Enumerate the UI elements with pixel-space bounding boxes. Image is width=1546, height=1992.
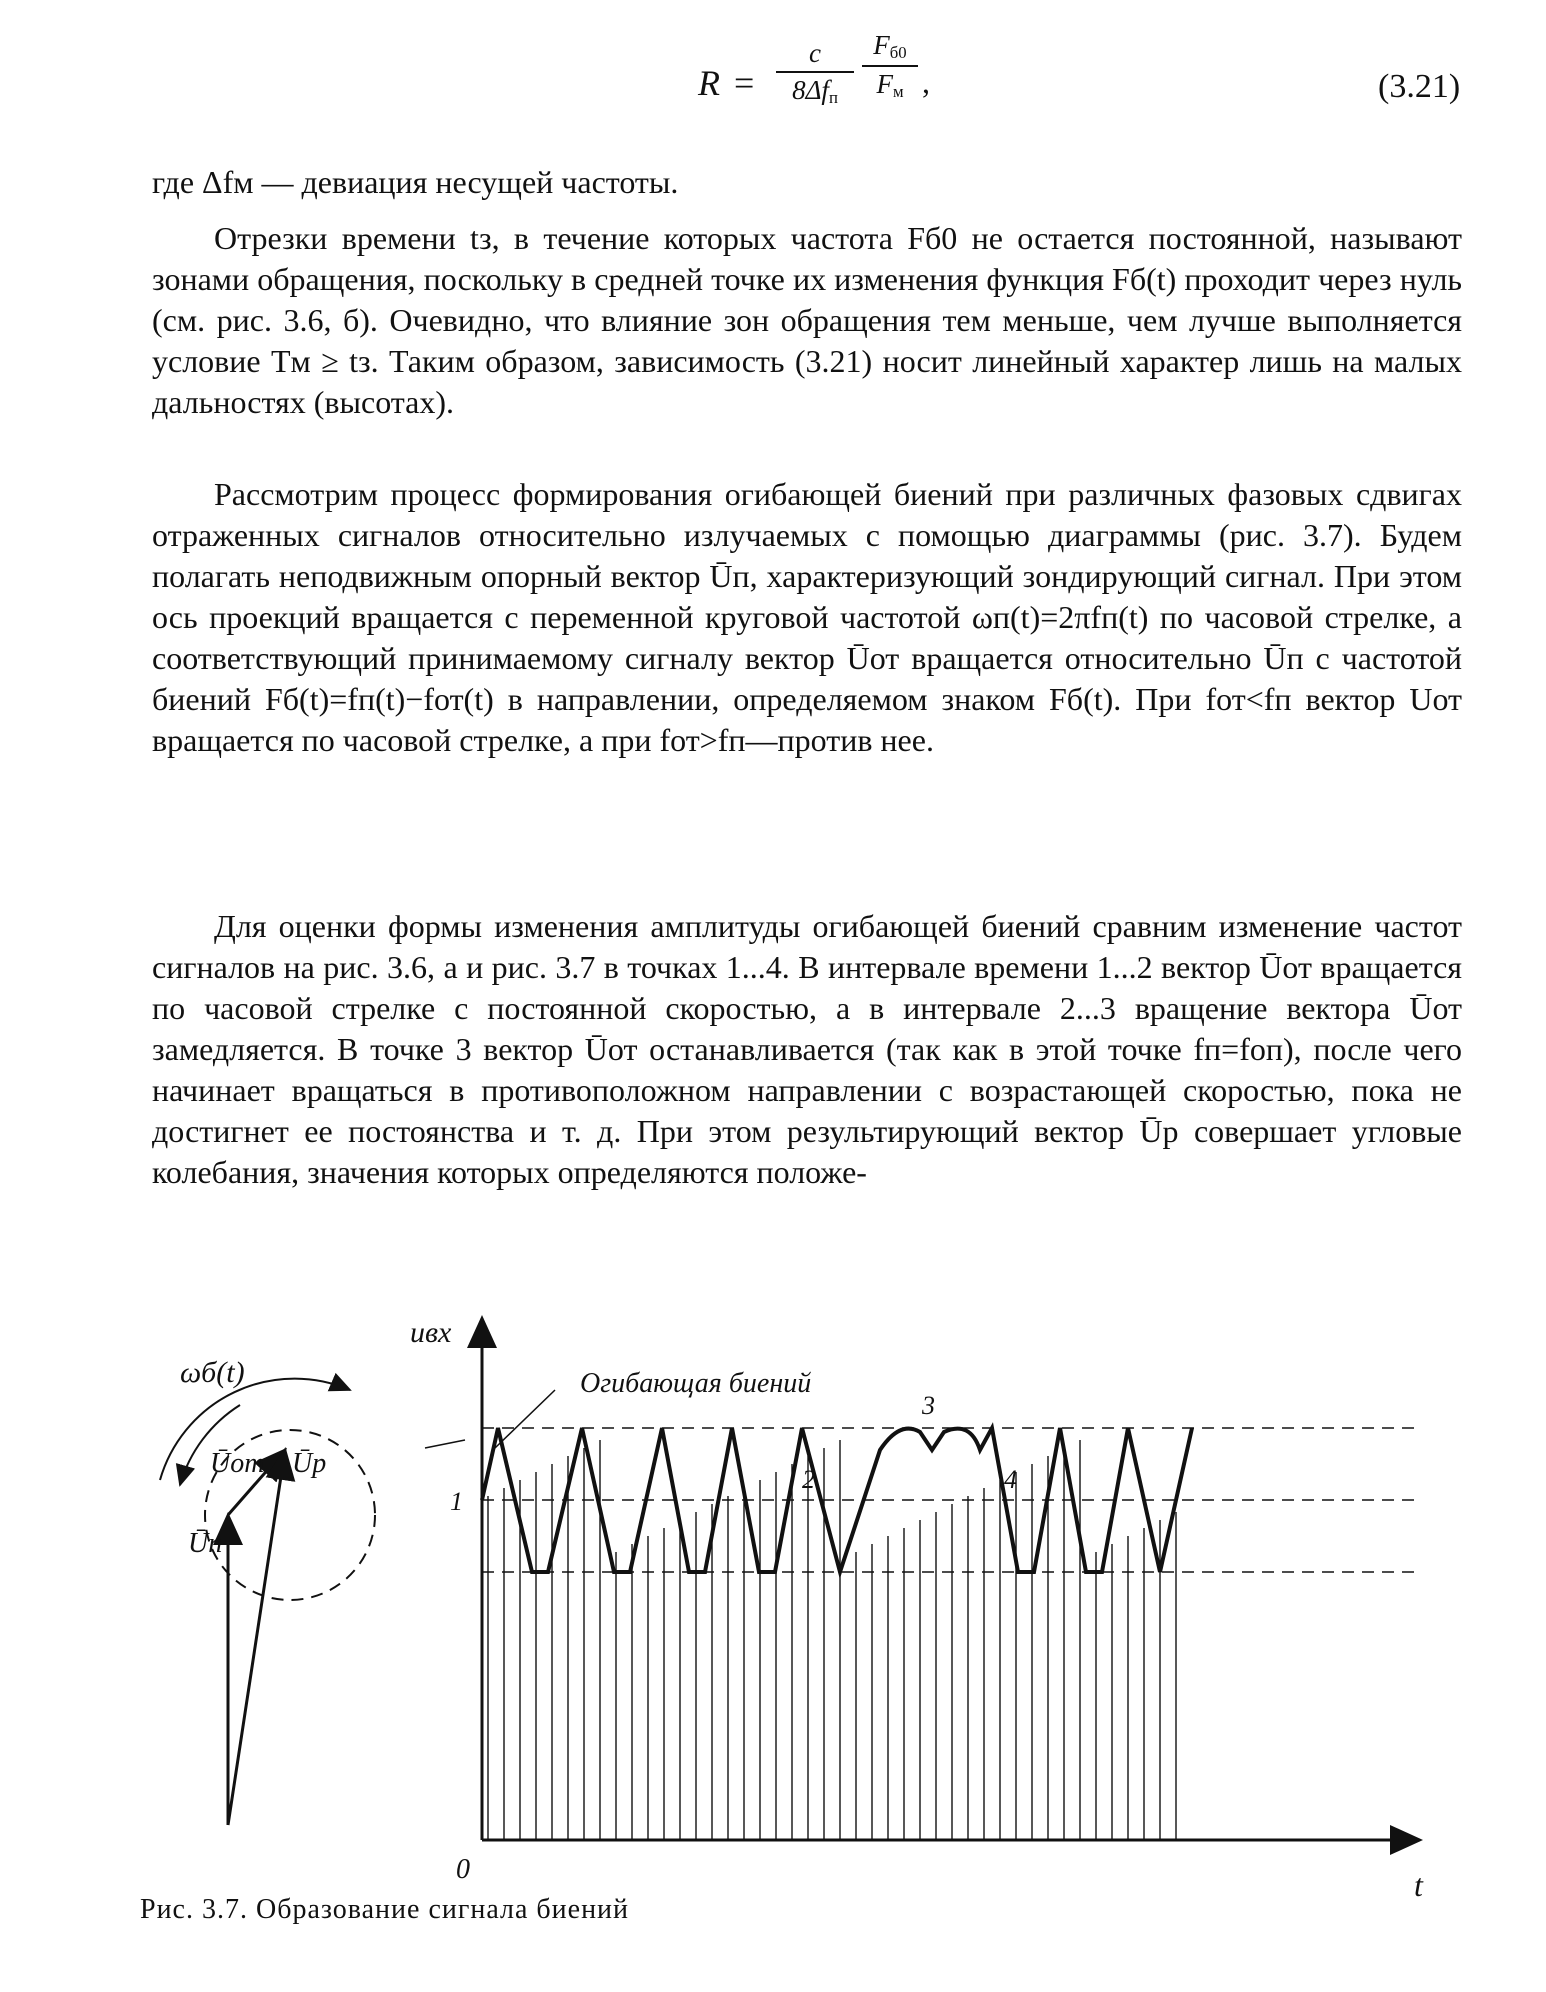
envelope-label-leader — [495, 1390, 555, 1448]
fraction-1-numerator: c — [809, 38, 821, 68]
paragraph-amplitude-shape: Для оценки формы изменения амплитуды огибающей биений сравним изменение частот сигналов на рис. 3.6, а и рис. 3.7 в точках 1...4. В интервале времени 1...2 вектор Ūот вращается по часовой стрелке с постоянной скоростью, а в интервале 2...3 вращение вектора Ūот замедляется. В точке 3 вектор Ūот останавливается (так как в этой точке fп=fоп), после чего начинает вращаться в противоположном направлении с возрастающей скоростью, пока не достигнет ее постоянства и т. д. При этом результирующий вектор Ūр совершает угловые колебания, значения которых определяются положе- — [152, 908, 1462, 1190]
omega-label: ωб(t) — [180, 1356, 245, 1389]
formula-fraction-2 — [862, 30, 918, 102]
point-4-label: 4 — [1004, 1465, 1017, 1494]
formula-fraction-1 — [776, 38, 854, 108]
paragraph-envelope-formation: Рассмотрим процесс формирования огибающей биений при различных фазовых сдвигах отраженных сигналов относительно излучаемых с помощью диаграммы (рис. 3.7). Будем полагать неподвижным опорный вектор Ūп, характеризующий зондирующий сигнал. При этом ось проекций вращается с переменной круговой частотой ωп(t)=2πfп(t) по часовой стрелке, а соответствующий принимаемому сигналу вектор Ūот вращается относительно Ūп с частотой биений Fб(t)=fп(t)−fот(t) в направлении, определяемом знаком Fб(t). При fот<fп вектор Uот вращается по часовой стрелке, а при fот>fп—против нее. — [152, 476, 1462, 758]
level-one-label: 1 — [450, 1487, 463, 1516]
origin-label: 0 — [456, 1854, 470, 1885]
point-3-label: 3 — [922, 1391, 935, 1420]
figure-caption: Рис. 3.7. Образование сигнала биений — [140, 1894, 630, 1925]
fraction-2-numerator: $F_{б0}$ — [873, 30, 907, 63]
envelope-label: Огибающая биений — [580, 1368, 812, 1399]
fraction-1-denominator: $8\Delta f_п$ — [792, 75, 838, 108]
vector-un-label: Ūп — [188, 1528, 223, 1559]
reference-levels — [482, 1428, 1420, 1572]
formula-comma: , — [922, 64, 930, 100]
fraction-2-bar — [862, 65, 918, 67]
formula-lhs: R — [698, 63, 720, 103]
fraction-1-bar — [776, 71, 854, 73]
formula-3-21 — [690, 30, 990, 128]
paragraph-reversal-zones: Отрезки времени tз, в течение которых частота Fб0 не остается постоянной, называют зонами обращения, поскольку в средней точке их изменения функция Fб(t) проходит через нуль (см. рис. 3.6, б). Очевидно, что влияние зон обращения тем меньше, чем лучше выполняется условие Tм ≥ tз. Таким образом, зависимость (3.21) носит линейный характер лишь на малых дальностях (высотах). — [152, 220, 1462, 420]
y-axis-label: uвх — [410, 1316, 452, 1349]
axes — [410, 1316, 1424, 1900]
fraction-2-denominator: $F_м$ — [876, 69, 904, 102]
figure-3-7 — [120, 1300, 1440, 1900]
vector-diagram — [160, 1356, 375, 1825]
formula-equals: = — [734, 63, 755, 103]
point-2-label: 2 — [802, 1465, 815, 1494]
x-axis-label: t — [1414, 1867, 1423, 1900]
equation-number: (3.21) — [1378, 68, 1461, 105]
vector-uot-label: Ūот — [210, 1448, 265, 1479]
vector-up-label: Ūр — [292, 1448, 327, 1479]
paragraph-where: где Δfм — девиация несущей частоты. — [152, 164, 679, 200]
envelope-leader-line — [425, 1440, 465, 1448]
figure-drawing — [120, 1300, 1440, 1900]
